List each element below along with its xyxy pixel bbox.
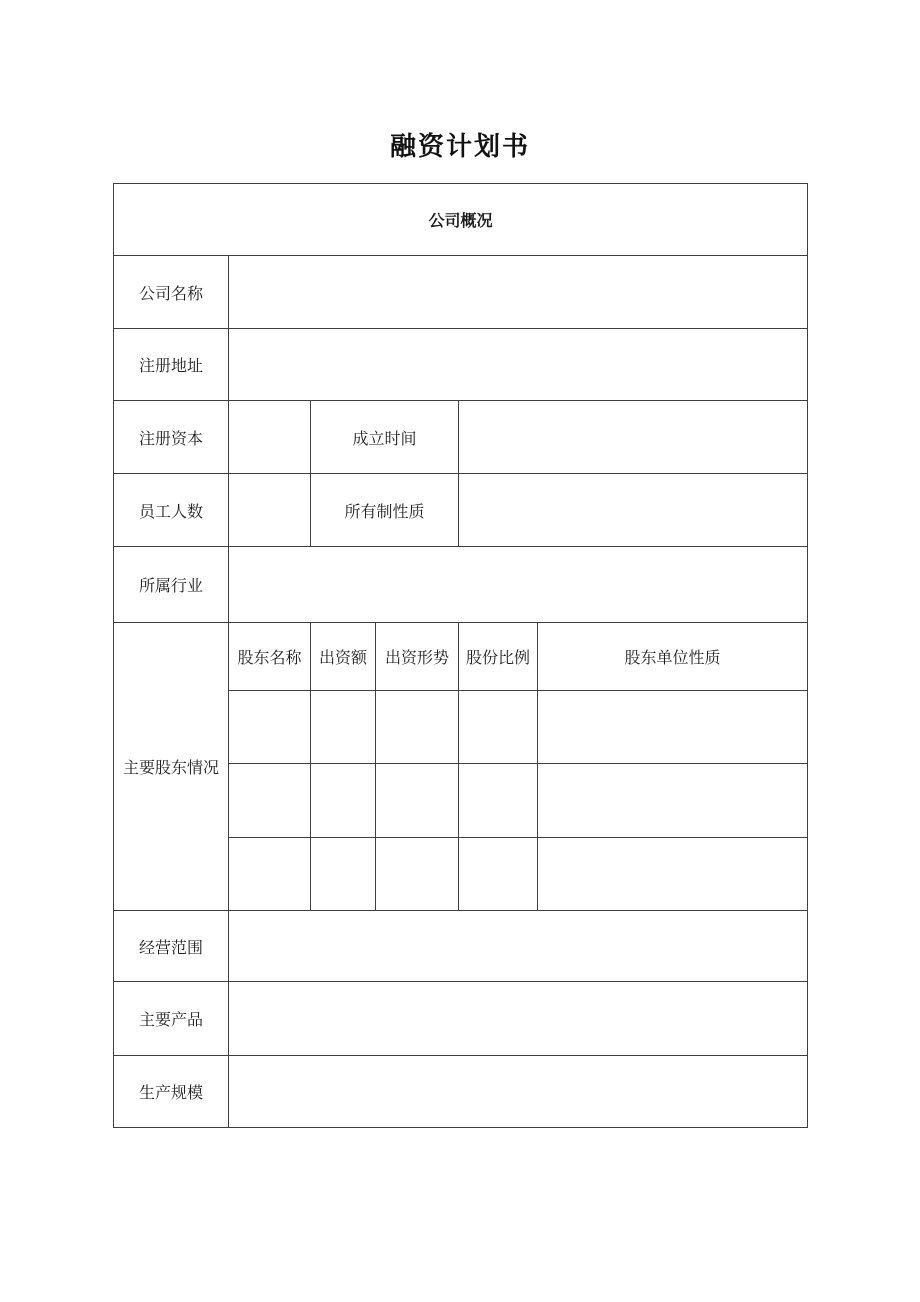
company-name-label: 公司名称 (114, 256, 229, 329)
registered-address-field[interactable] (229, 329, 808, 401)
table-row (114, 1056, 808, 1128)
main-products-field[interactable] (229, 982, 808, 1056)
registered-capital-label: 注册资本 (114, 401, 229, 474)
employee-count-label: 员工人数 (114, 474, 229, 547)
main-products-label: 主要产品 (114, 982, 229, 1056)
contribution-form-field[interactable] (376, 764, 459, 838)
table-row (114, 329, 808, 401)
registered-address-label: 注册地址 (114, 329, 229, 401)
production-scale-label: 生产规模 (114, 1056, 229, 1128)
document-title: 融资计划书 (389, 132, 530, 161)
share-ratio-field[interactable] (459, 691, 538, 764)
shareholders-label: 主要股东情况 (114, 623, 229, 911)
registered-capital-field[interactable] (229, 401, 311, 474)
share-ratio-column-header: 股份比例 (459, 623, 538, 691)
establish-date-field[interactable] (459, 401, 808, 474)
table-row (114, 911, 808, 982)
shareholder-name-column-header: 股东名称 (229, 623, 311, 691)
shareholder-name-field[interactable] (229, 838, 311, 911)
shareholder-name-field[interactable] (229, 691, 311, 764)
company-name-field[interactable] (229, 256, 808, 329)
business-scope-label: 经营范围 (114, 911, 229, 982)
table-row (114, 256, 808, 329)
share-ratio-field[interactable] (459, 838, 538, 911)
business-scope-field[interactable] (229, 911, 808, 982)
production-scale-field[interactable] (229, 1056, 808, 1128)
contribution-form-column-header: 出资形势 (376, 623, 459, 691)
shareholder-entity-type-column-header: 股东单位性质 (538, 623, 808, 691)
table-row (114, 184, 808, 256)
capital-contribution-field[interactable] (311, 838, 376, 911)
ownership-type-label: 所有制性质 (311, 474, 459, 547)
employee-count-field[interactable] (229, 474, 311, 547)
table-row (114, 474, 808, 547)
contribution-form-field[interactable] (376, 838, 459, 911)
table-row (114, 982, 808, 1056)
industry-label: 所属行业 (114, 547, 229, 623)
shareholder-entity-type-field[interactable] (538, 691, 808, 764)
shareholder-name-field[interactable] (229, 764, 311, 838)
table-row (114, 547, 808, 623)
section-header: 公司概况 (114, 184, 808, 256)
company-overview-table (113, 183, 808, 1128)
table-row (114, 401, 808, 474)
contribution-form-field[interactable] (376, 691, 459, 764)
share-ratio-field[interactable] (459, 764, 538, 838)
capital-contribution-column-header: 出资额 (311, 623, 376, 691)
capital-contribution-field[interactable] (311, 691, 376, 764)
ownership-type-field[interactable] (459, 474, 808, 547)
industry-field[interactable] (229, 547, 808, 623)
table-row (114, 623, 808, 691)
capital-contribution-field[interactable] (311, 764, 376, 838)
establish-date-label: 成立时间 (311, 401, 459, 474)
shareholder-entity-type-field[interactable] (538, 838, 808, 911)
shareholder-entity-type-field[interactable] (538, 764, 808, 838)
